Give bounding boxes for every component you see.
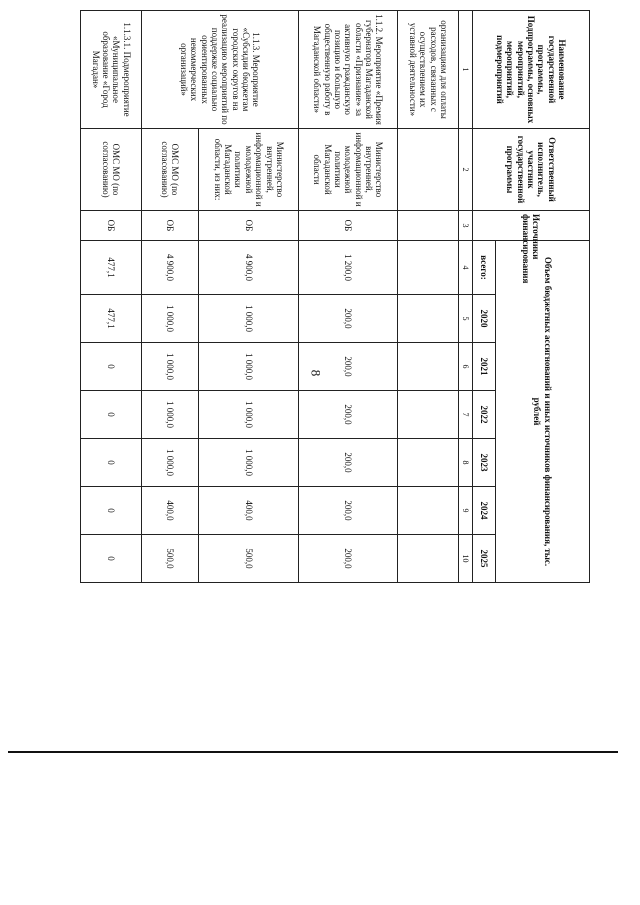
- row-value-2021: [398, 343, 459, 391]
- row-value-2021: 0: [81, 343, 142, 391]
- row-value-2024: 0: [81, 487, 142, 535]
- header-year-2020: 2020: [472, 295, 495, 343]
- page-bottom-rule: [8, 751, 618, 753]
- row-value-2021: 200,0: [298, 343, 397, 391]
- row-executor: Министерство внутренней, информационной и молодежной политики Магаданской области: [298, 129, 397, 211]
- row-executor: ОМС МО (по согласованию): [81, 129, 142, 211]
- row-value-2022: 0: [81, 391, 142, 439]
- row-value-2022: [398, 391, 459, 439]
- row-value-2024: 400,0: [141, 487, 199, 535]
- rotated-table-frame: [80, 10, 590, 582]
- column-number: 1: [459, 11, 473, 129]
- table-row: [398, 11, 459, 583]
- column-number: 9: [459, 487, 473, 535]
- row-value-2022: 1 000,0: [141, 391, 199, 439]
- column-number: 8: [459, 439, 473, 487]
- header-year-2025: 2025: [472, 535, 495, 583]
- table-row: [199, 11, 298, 583]
- row-name: 1.1.2. Мероприятие «Премия губернатора Магаданской области «Признание» за активную гражданскую позицию и большую общественную работу в Магаданской области»: [298, 11, 397, 129]
- header-funding-group: Объем бюджетных ассигнований и иных источников финансирования, тыс. рублей: [495, 241, 589, 583]
- header-year-2023: 2023: [472, 439, 495, 487]
- column-number: 10: [459, 535, 473, 583]
- header-year-2024: 2024: [472, 487, 495, 535]
- row-value-2025: 200,0: [298, 535, 397, 583]
- row-value-2020: 200,0: [298, 295, 397, 343]
- header-executor: Ответственный исполнитель, участник государственной программы: [472, 129, 589, 211]
- row-name: 1.1.3. Мероприятие «Субсидии бюджетам городских округов на реализацию мероприятий по поддержке социально ориентированных некоммерческих организаций»: [141, 11, 298, 129]
- budget-table: [80, 10, 590, 583]
- row-source: ОБ: [141, 211, 199, 241]
- row-value-2025: 500,0: [141, 535, 199, 583]
- header-year-total: всего:: [472, 241, 495, 295]
- row-value-2022: 1 000,0: [199, 391, 298, 439]
- table-row: [81, 11, 142, 583]
- row-value-total: [398, 241, 459, 295]
- row-value-2023: 0: [81, 439, 142, 487]
- table-row: [298, 11, 397, 583]
- row-source: ОБ: [298, 211, 397, 241]
- row-value-total: 4 900,0: [141, 241, 199, 295]
- row-executor: ОМС МО (по согласованию): [141, 129, 199, 211]
- row-value-2025: 500,0: [199, 535, 298, 583]
- column-number: 2: [459, 129, 473, 211]
- row-value-total: 1 200,0: [298, 241, 397, 295]
- row-source: ОБ: [81, 211, 142, 241]
- row-executor: Министерство внутренней, информационной и молодежной политики Магаданской области, из них:: [199, 129, 298, 211]
- row-value-2025: 0: [81, 535, 142, 583]
- header-year-2022: 2022: [472, 391, 495, 439]
- column-number: 6: [459, 343, 473, 391]
- row-value-2025: [398, 535, 459, 583]
- row-value-2024: [398, 487, 459, 535]
- row-value-2022: 200,0: [298, 391, 397, 439]
- row-value-2023: 1 000,0: [141, 439, 199, 487]
- row-source: ОБ: [199, 211, 298, 241]
- budget-table-container: [80, 10, 590, 582]
- row-executor: [398, 129, 459, 211]
- row-value-2020: 477,1: [81, 295, 142, 343]
- row-value-2020: [398, 295, 459, 343]
- column-number: 5: [459, 295, 473, 343]
- row-source: [398, 211, 459, 241]
- row-value-2020: 1 000,0: [199, 295, 298, 343]
- header-name: Наименование государственной программы, Подпрограммы, основных мероприятий, мероприятий, подмероприятий: [472, 11, 589, 129]
- row-value-2023: 200,0: [298, 439, 397, 487]
- header-year-2021: 2021: [472, 343, 495, 391]
- row-value-total: 4 900,0: [199, 241, 298, 295]
- column-number: 3: [459, 211, 473, 241]
- row-value-2020: 1 000,0: [141, 295, 199, 343]
- row-value-2024: 400,0: [199, 487, 298, 535]
- row-value-total: 477,1: [81, 241, 142, 295]
- column-number-row: [459, 11, 473, 583]
- row-value-2023: 1 000,0: [199, 439, 298, 487]
- row-value-2021: 1 000,0: [141, 343, 199, 391]
- row-value-2023: [398, 439, 459, 487]
- page-number: 8: [308, 369, 324, 377]
- row-name: организациям для оплаты расходов, связанных с осуществлением их уставной деятельности»: [398, 11, 459, 129]
- header-source: Источники финансирования: [472, 211, 589, 241]
- column-number: 7: [459, 391, 473, 439]
- row-name: 1.1.3.1. Подмероприятие «Муниципальное образование «Город Магадан»: [81, 11, 142, 129]
- row-value-2024: 200,0: [298, 487, 397, 535]
- row-value-2021: 1 000,0: [199, 343, 298, 391]
- column-number: 4: [459, 241, 473, 295]
